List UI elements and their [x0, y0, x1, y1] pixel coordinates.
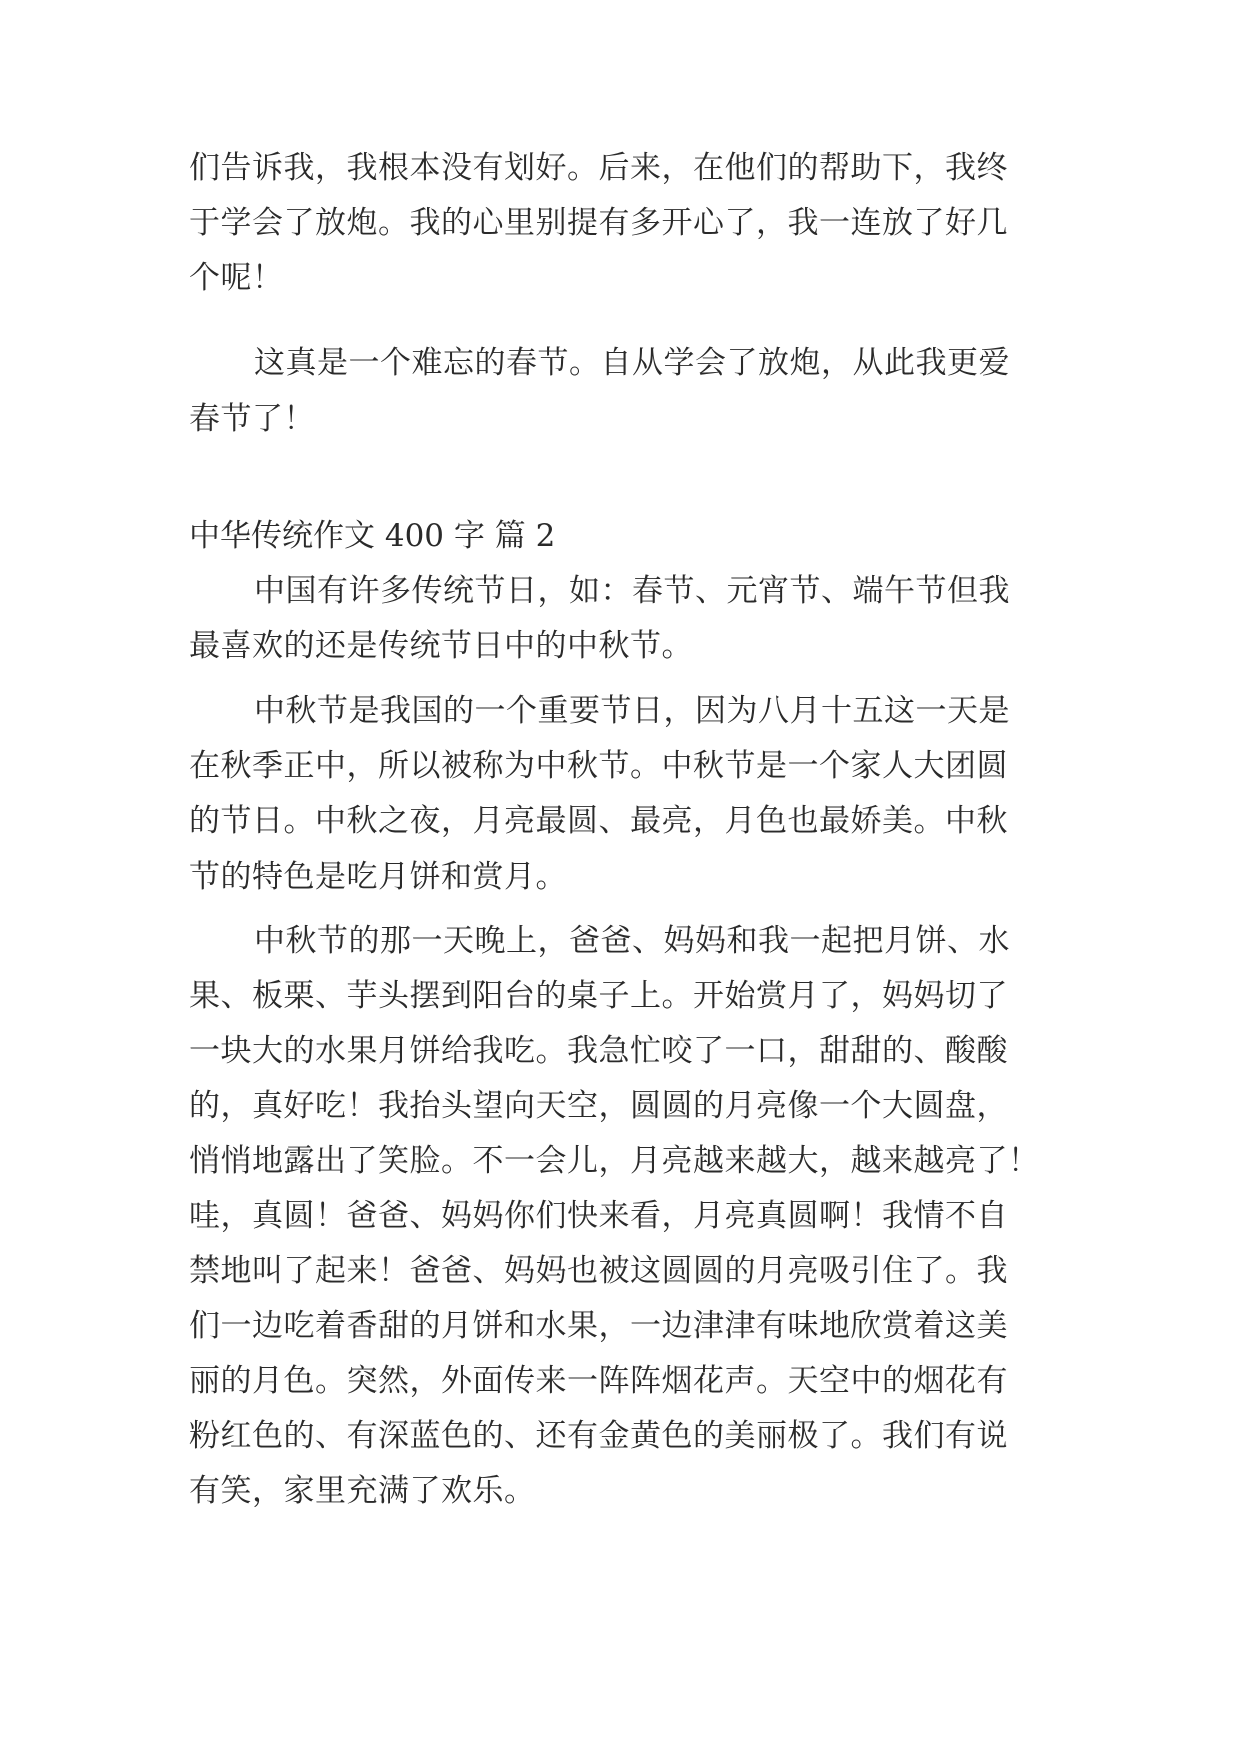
paragraph-line: 禁地叫了起来！爸爸、妈妈也被这圆圆的月亮吸引住了。我: [189, 1253, 1008, 1289]
paragraph-line: 个呢！: [189, 260, 284, 296]
paragraph-line: 们告诉我，我根本没有划好。后来，在他们的帮助下，我终: [189, 150, 1008, 186]
paragraph-line: 最喜欢的还是传统节日中的中秋节。: [189, 628, 693, 664]
paragraph-line: 中秋节是我国的一个重要节日，因为八月十五这一天是: [254, 693, 1010, 729]
paragraph-line: 的节日。中秋之夜，月亮最圆、最亮，月色也最娇美。中秋: [189, 803, 1008, 839]
paragraph-line: 有笑，家里充满了欢乐。: [189, 1473, 536, 1509]
paragraph-line: 粉红色的、有深蓝色的、还有金黄色的美丽极了。我们有说: [189, 1418, 1008, 1454]
paragraph-line: 们一边吃着香甜的月饼和水果，一边津津有味地欣赏着这美: [189, 1308, 1008, 1344]
paragraph-line: 果、板栗、芋头摆到阳台的桌子上。开始赏月了，妈妈切了: [189, 978, 1008, 1014]
paragraph-line: 于学会了放炮。我的心里别提有多开心了，我一连放了好几: [189, 205, 1008, 241]
paragraph-line: 中秋节的那一天晚上，爸爸、妈妈和我一起把月饼、水: [254, 923, 1010, 959]
paragraph-line: 春节了！: [189, 401, 315, 437]
section-heading: 中华传统作文 400 字 篇 2: [189, 518, 556, 554]
paragraph-line: 中国有许多传统节日，如：春节、元宵节、端午节但我: [254, 573, 1010, 609]
paragraph-line: 节的特色是吃月饼和赏月。: [189, 859, 567, 895]
paragraph-line: 这真是一个难忘的春节。自从学会了放炮，从此我更爱: [254, 345, 1010, 381]
paragraph-line: 在秋季正中，所以被称为中秋节。中秋节是一个家人大团圆: [189, 748, 1008, 784]
paragraph-line: 丽的月色。突然，外面传来一阵阵烟花声。天空中的烟花有: [189, 1363, 1008, 1399]
paragraph-line: 悄悄地露出了笑脸。不一会儿，月亮越来越大，越来越亮了！: [189, 1143, 1040, 1179]
paragraph-line: 哇，真圆！爸爸、妈妈你们快来看，月亮真圆啊！我情不自: [189, 1198, 1008, 1234]
paragraph-line: 一块大的水果月饼给我吃。我急忙咬了一口，甜甜的、酸酸: [189, 1033, 1008, 1069]
paragraph-line: 的，真好吃！我抬头望向天空，圆圆的月亮像一个大圆盘，: [189, 1088, 1008, 1124]
